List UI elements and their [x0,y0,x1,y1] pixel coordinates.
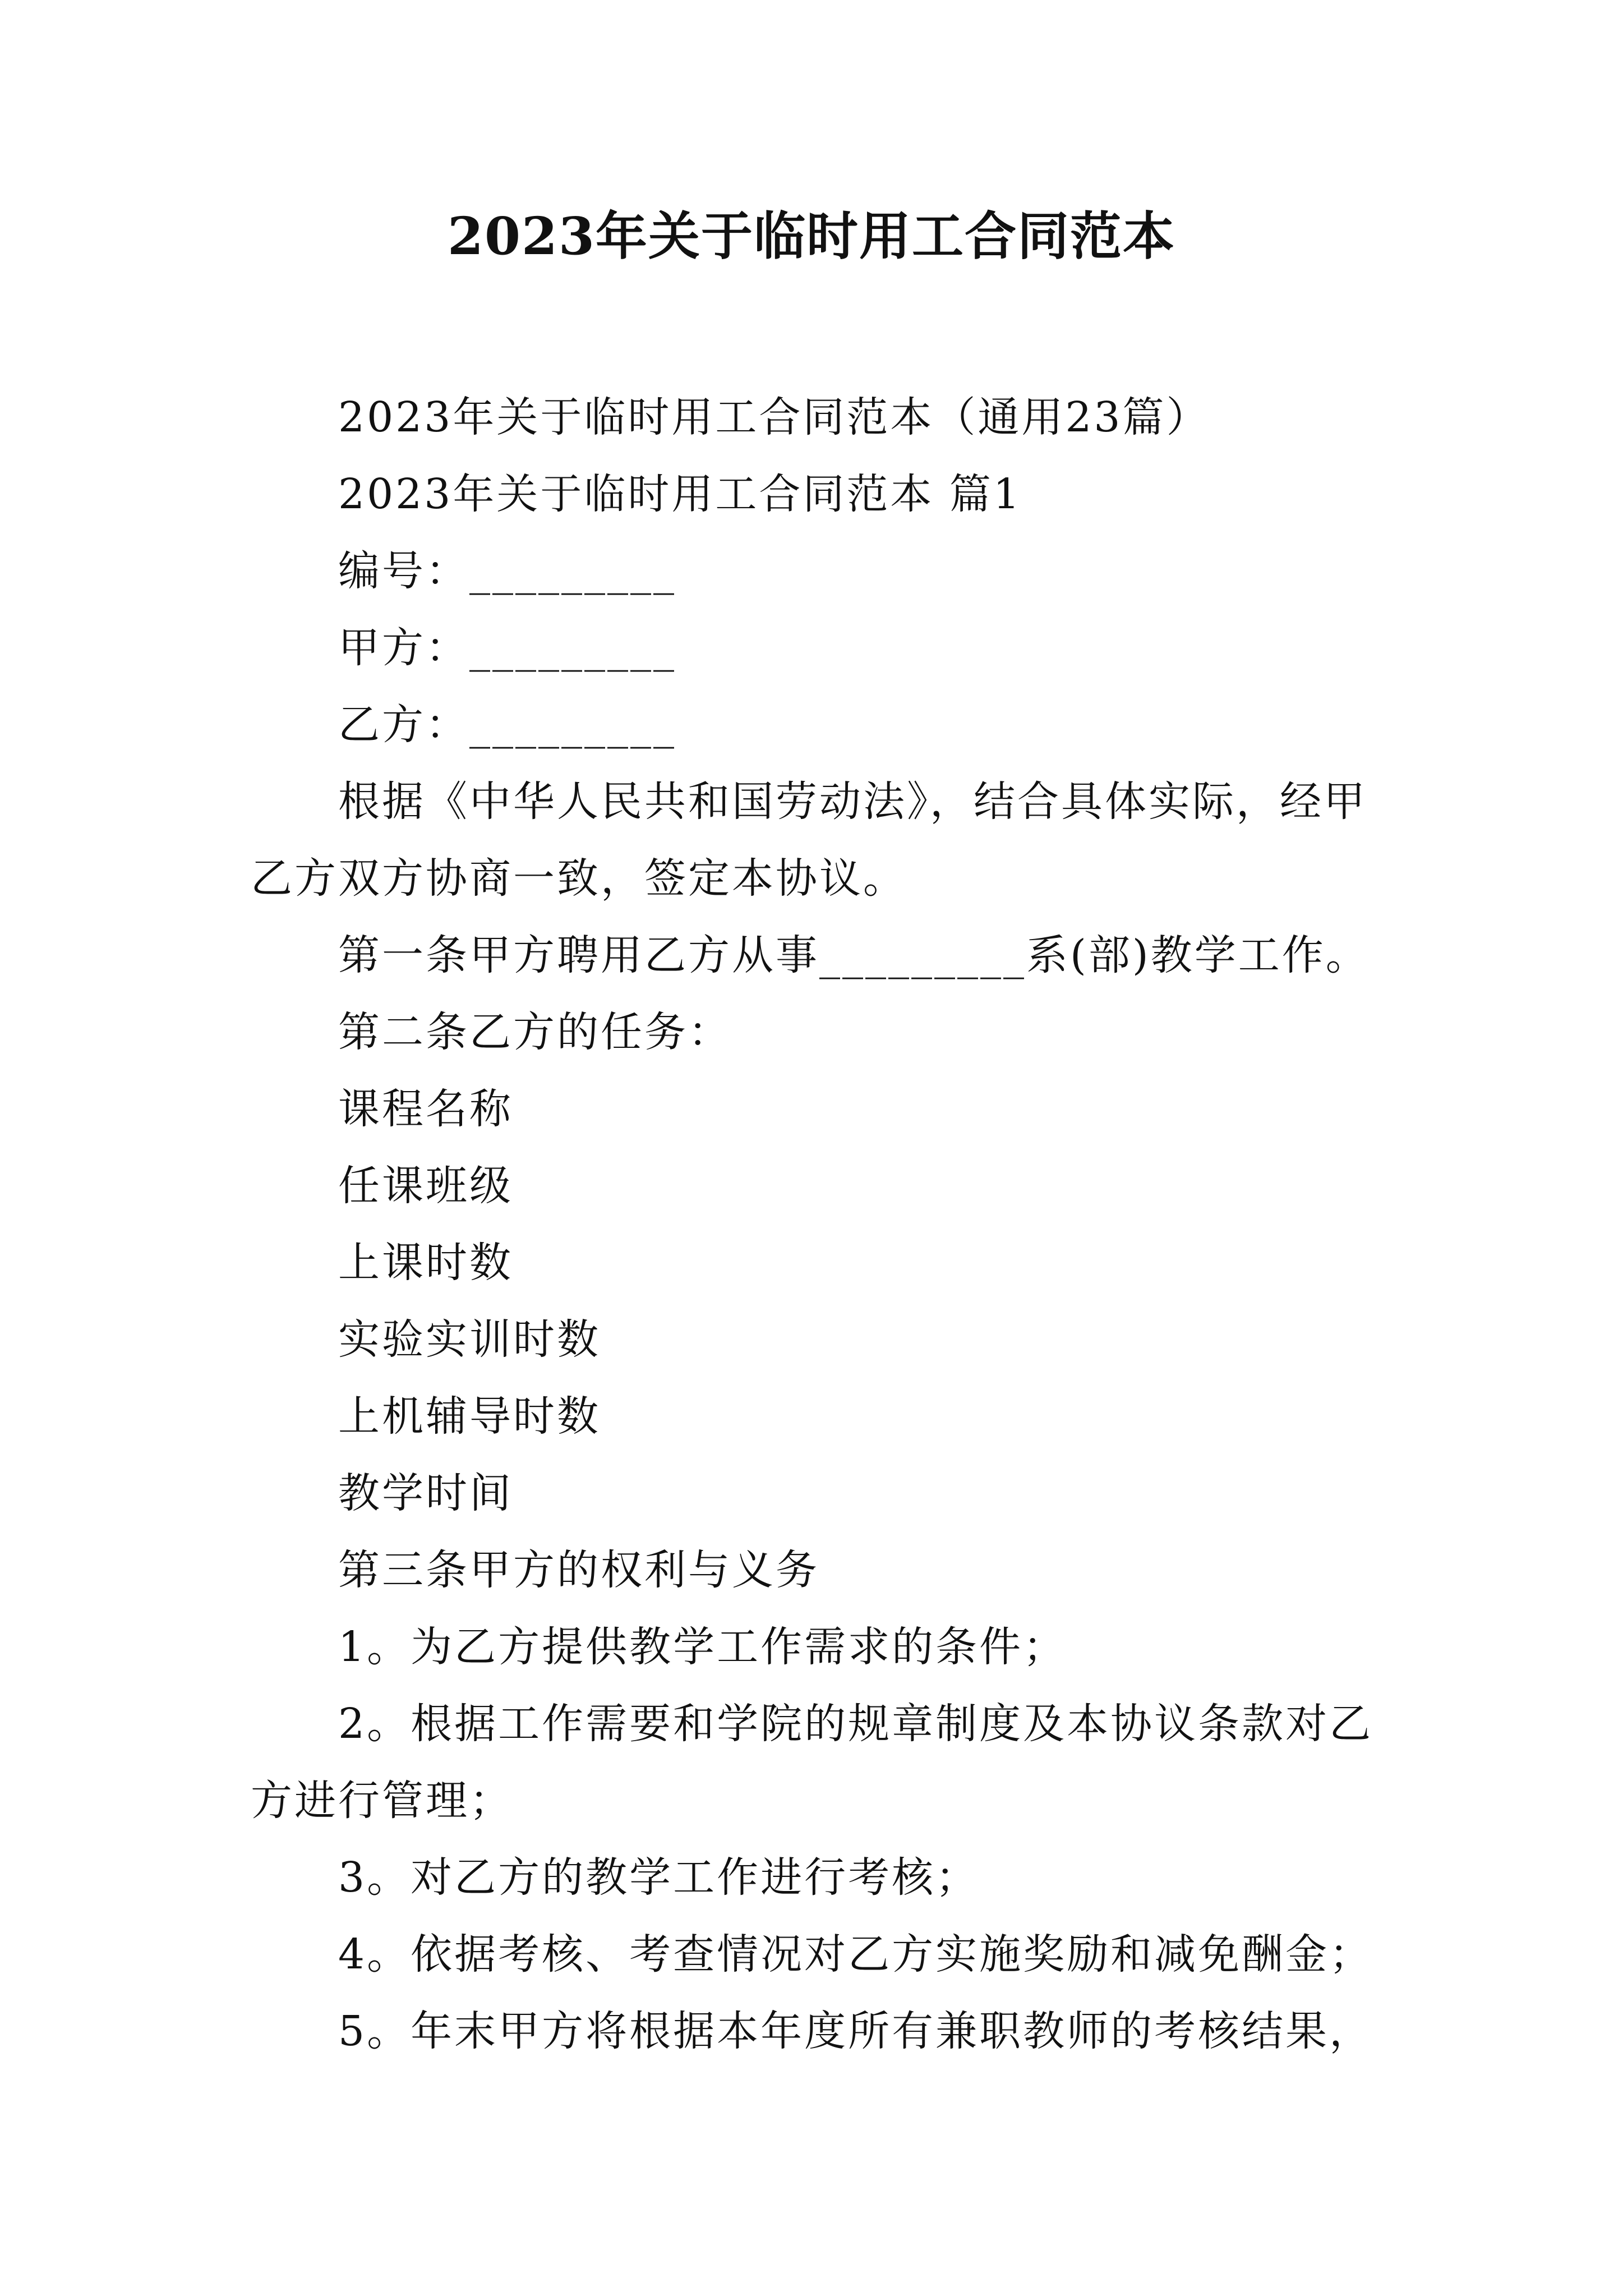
article-heading: 2023年关于临时用工合同范本 篇1 [338,470,1022,518]
clause-3-item-2: 2。根据工作需要和学院的规章制度及本协议条款对乙方进行管理； [251,1700,1373,1825]
clause-3-heading: 第三条甲方的权利与义务 [338,1546,819,1594]
clause-1: 第一条甲方聘用乙方从事_________系(部)教学工作。 [338,931,1370,979]
document-title: 2023年关于临时用工合同范本 [447,206,1176,266]
task-item-lab-hours: 实验实训时数 [338,1315,601,1364]
task-item-computer-tutoring-hours: 上机辅导时数 [338,1392,601,1441]
clause-3-item-1: 1。为乙方提供教学工作需求的条件； [338,1623,1067,1671]
task-item-course-name: 课程名称 [338,1085,513,1133]
clause-3-item-3: 3。对乙方的教学工作进行考核； [338,1853,980,1902]
clause-3-item-5: 5。年末甲方将根据本年度所有兼职教师的考核结果， [338,2007,1373,2055]
task-item-class: 任课班级 [338,1162,513,1210]
clause-3-item-4: 4。依据考核、考查情况对乙方实施奖励和减免酬金； [338,1930,1373,1978]
task-item-teaching-time: 教学时间 [338,1469,513,1517]
field-party-a: 甲方：_________ [338,624,676,672]
clause-2-heading: 第二条乙方的任务： [338,1008,732,1056]
task-item-lecture-hours: 上课时数 [338,1239,513,1287]
document-body [251,379,1390,2070]
collection-heading: 2023年关于临时用工合同范本（通用23篇） [338,393,1210,441]
field-party-b: 乙方：_________ [338,701,676,749]
preamble-paragraph: 根据《中华人民共和国劳动法》，结合具体实际，经甲乙方双方协商一致，签定本协议。 [251,777,1367,903]
field-contract-number: 编号：_________ [338,547,676,595]
